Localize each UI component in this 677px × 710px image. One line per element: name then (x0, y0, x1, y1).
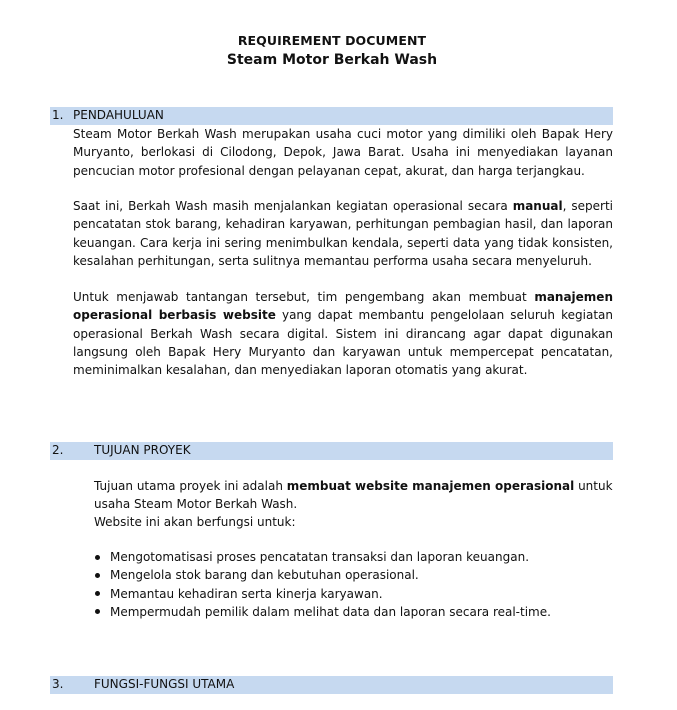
list-item-text: Memantau kehadiran serta kinerja karyawan. (110, 586, 383, 601)
intro-paragraph-3 (73, 288, 613, 379)
paragraph-text: Saat ini, Berkah Wash masih menjalankan kegiatan operasional secara (73, 199, 513, 213)
bullet-icon (95, 573, 100, 578)
paragraph-text: Steam Motor Berkah Wash merupakan usaha cuci motor yang dimiliki oleh Bapak Hery Muryanto, berlokasi di Cilodong, Depok, Jawa Barat. Usaha ini menyediakan layanan pencucian motor profesional dengan pelayanan cepat, akurat, dan harga terjangkau. (73, 127, 613, 178)
document-title: REQUIREMENT DOCUMENT (237, 33, 427, 48)
list-item (94, 566, 614, 584)
intro-paragraph-1 (73, 125, 613, 180)
section-title: FUNGSI-FUNGSI UTAMA (94, 677, 235, 691)
list-item-text: Mengelola stok barang dan kebutuhan operasional. (110, 568, 419, 583)
list-item-text: Mempermudah pemilik dalam melihat data dan laporan secara real-time. (110, 604, 551, 619)
section-heading-fungsi-utama (50, 676, 613, 694)
list-item (94, 585, 614, 603)
paragraph-text: Tujuan utama proyek ini adalah (94, 479, 287, 493)
section-number: 3. (52, 677, 64, 691)
paragraph-text: yang dapat membantu pengelolaan seluruh kegiatan operasional Berkah Wash secara digital. Sistem ini dirancang agar dapat digunakan langsung oleh Bapak Hery Muryanto dan karyawan untuk mempercepat pencatatan, meminimalkan kesalahan, dan menyediakan laporan otomatis yang akurat. (73, 308, 613, 378)
emphasis-text: manual (512, 199, 563, 213)
emphasis-text: membuat website manajemen operasional (286, 479, 575, 493)
bullet-icon (95, 591, 100, 596)
bullet-icon (95, 555, 100, 560)
intro-paragraph-2 (73, 197, 613, 270)
section-heading-pendahuluan (50, 107, 613, 125)
bullet-icon (95, 609, 100, 614)
goal-list (94, 548, 614, 621)
list-item-text: Mengotomatisasi proses pencatatan transaksi dan laporan keuangan. (110, 550, 530, 564)
section-number: 1. (52, 108, 64, 122)
list-item (94, 548, 614, 566)
section-title: PENDAHULUAN (73, 108, 164, 122)
document-header (0, 33, 664, 68)
section-heading-tujuan-proyek (50, 442, 613, 460)
list-intro: Website ini akan berfungsi untuk: (94, 515, 296, 529)
paragraph-text: , seperti pencatatan stok barang, kehadiran karyawan, perhitungan pembagian hasil, dan laporan keuangan. Cara kerja ini sering menimbulkan kendala, seperti data yang tidak konsisten, kesalahan perhitungan, serta sulitnya memantau performa usaha secara menyeluruh. (73, 199, 613, 268)
paragraph-text: Untuk menjawab tantangan tersebut, tim pengembang akan membuat (73, 290, 535, 304)
emphasis-text: manajemen operasional berbasis website (73, 290, 613, 323)
section-title: TUJUAN PROYEK (94, 443, 191, 457)
goal-paragraph (94, 477, 614, 514)
section-number: 2. (52, 443, 64, 457)
document-subtitle: Steam Motor Berkah Wash (226, 52, 438, 68)
paragraph-text: untuk usaha Steam Motor Berkah Wash. (94, 479, 613, 512)
list-item (94, 603, 614, 621)
